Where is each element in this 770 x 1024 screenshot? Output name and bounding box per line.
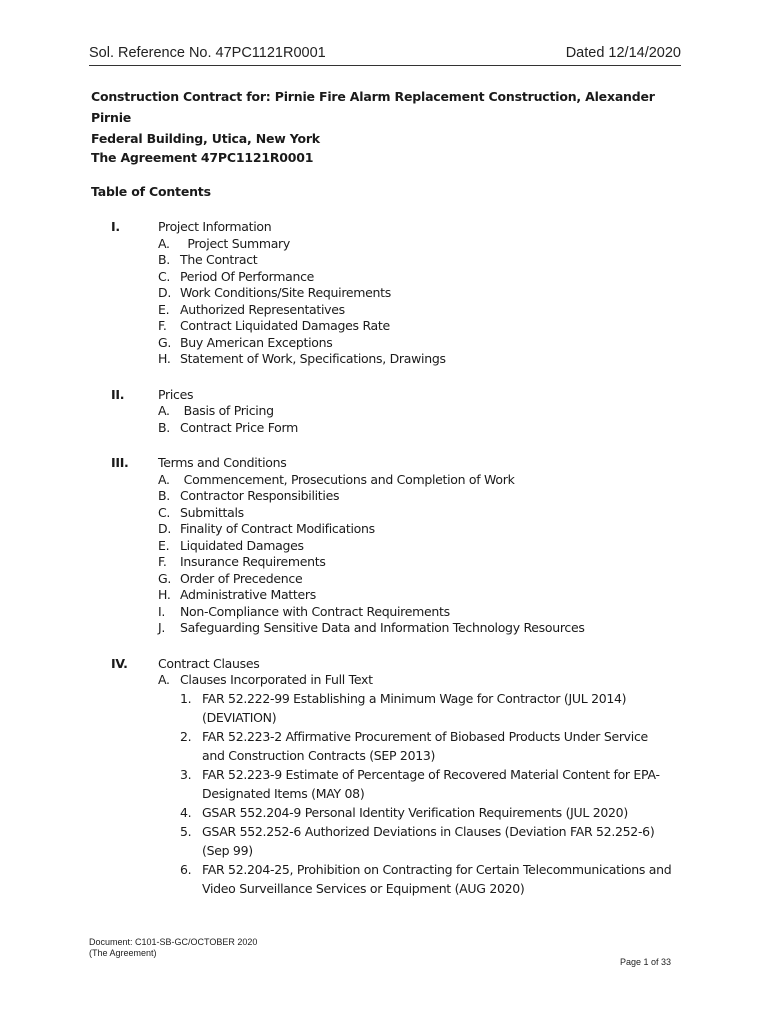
item-text: Authorized Representatives xyxy=(180,301,345,317)
item-letter: A. xyxy=(158,672,170,687)
clause-text: FAR 52.223-9 Estimate of Percentage of Recovered Material Content for EPA-Designated Items (MAY 08) xyxy=(202,766,660,801)
toc-section-1 xyxy=(91,219,691,368)
item-letter: J. xyxy=(158,620,166,635)
item-letter: A. xyxy=(158,471,170,487)
clause-item xyxy=(180,689,691,727)
footer-document xyxy=(89,937,257,959)
clause-number: 1. xyxy=(180,690,192,706)
toc-item xyxy=(158,488,691,505)
toc-item xyxy=(158,571,691,588)
item-text: Basis of Pricing xyxy=(180,403,274,418)
item-text: Work Conditions/Site Requirements xyxy=(180,285,391,300)
item-letter: G. xyxy=(158,570,172,586)
agreement-heading: The Agreement 47PC1121R0001 xyxy=(91,150,314,165)
item-text: Insurance Requirements xyxy=(180,554,326,569)
clause-number: 5. xyxy=(180,823,192,839)
item-text: Non-Compliance with Contract Requirements xyxy=(180,603,450,619)
sol-reference: Sol. Reference No. 47PC1121R0001 xyxy=(89,45,326,61)
clause-item xyxy=(180,822,691,860)
section-title: Contract Clauses xyxy=(158,655,260,671)
document-body xyxy=(91,86,691,898)
title-line-1: Construction Contract for: Pirnie Fire Alarm Replacement Construction, Alexander Pirnie xyxy=(91,89,655,125)
toc-item xyxy=(158,302,691,319)
item-letter: E. xyxy=(158,301,170,317)
item-letter: C. xyxy=(158,504,171,520)
title-line-2: Federal Building, Utica, New York xyxy=(91,131,320,146)
toc-item xyxy=(158,472,691,489)
toc-title: Table of Contents xyxy=(91,184,211,199)
item-letter: F. xyxy=(158,554,167,569)
section-title: Terms and Conditions xyxy=(158,455,287,470)
toc-item xyxy=(158,335,691,352)
toc-item xyxy=(158,252,691,269)
toc-item xyxy=(158,403,691,420)
clause-item xyxy=(180,860,691,898)
toc-item xyxy=(158,672,691,689)
item-text: Administrative Matters xyxy=(180,587,316,602)
toc-item xyxy=(158,554,691,571)
clause-number: 3. xyxy=(180,766,192,782)
footer-document-subtitle: (The Agreement) xyxy=(89,948,157,958)
section-title: Project Information xyxy=(158,219,272,234)
item-text: Statement of Work, Specifications, Drawings xyxy=(180,351,446,366)
item-letter: A. xyxy=(158,403,170,418)
toc-item xyxy=(158,269,691,286)
item-text: Liquidated Damages xyxy=(180,537,304,553)
item-letter: A. xyxy=(158,235,170,251)
clause-text: FAR 52.204-25, Prohibition on Contracting for Certain Telecommunications and Video Surveillance Services or Equipment (AUG 2020) xyxy=(202,861,672,896)
clause-text: GSAR 552.204-9 Personal Identity Verification Requirements (JUL 2020) xyxy=(202,804,628,820)
item-letter: B. xyxy=(158,419,170,435)
clause-list xyxy=(158,689,691,898)
item-text: Order of Precedence xyxy=(180,570,303,586)
clause-number: 6. xyxy=(180,861,192,877)
item-text: Commencement, Prosecutions and Completion of Work xyxy=(180,471,515,487)
toc-item xyxy=(158,420,691,437)
dated: Dated 12/14/2020 xyxy=(565,45,681,61)
item-text: Buy American Exceptions xyxy=(180,334,333,350)
clause-text: FAR 52.222-99 Establishing a Minimum Wage for Contractor (JUL 2014) (DEVIATION) xyxy=(202,690,627,725)
toc-sections xyxy=(91,219,691,637)
item-text: Finality of Contract Modifications xyxy=(180,521,375,536)
item-text: Contractor Responsibilities xyxy=(180,488,340,503)
toc-item xyxy=(158,318,691,335)
item-letter: B. xyxy=(158,252,170,267)
item-letter: H. xyxy=(158,351,171,366)
toc-item xyxy=(158,285,691,302)
clause-text: FAR 52.223-2 Affirmative Procurement of Biobased Products Under Service and Construction Contracts (SEP 2013) xyxy=(202,728,648,763)
section-number: II. xyxy=(111,386,125,402)
clause-number: 4. xyxy=(180,804,192,820)
toc-item xyxy=(158,505,691,522)
item-text: Submittals xyxy=(180,504,244,520)
item-letter: G. xyxy=(158,334,172,350)
section-number: IV. xyxy=(111,655,128,671)
item-letter: H. xyxy=(158,587,171,602)
item-text: Contract Liquidated Damages Rate xyxy=(180,318,390,333)
toc-item xyxy=(158,587,691,604)
section-number: III. xyxy=(111,455,129,470)
toc-section-2 xyxy=(91,387,691,437)
clause-item xyxy=(180,765,691,803)
section-title: Prices xyxy=(158,386,194,402)
toc-item xyxy=(158,620,691,637)
clause-text: GSAR 552.252-6 Authorized Deviations in Clauses (Deviation FAR 52.252-6) (Sep 99) xyxy=(202,823,655,858)
clause-item xyxy=(180,803,691,822)
page-number: Page 1 of 33 xyxy=(620,957,672,967)
item-text: Clauses Incorporated in Full Text xyxy=(180,672,373,687)
item-letter: F. xyxy=(158,318,167,333)
toc-item xyxy=(158,236,691,253)
section-number: I. xyxy=(111,219,120,234)
item-letter: D. xyxy=(158,521,171,536)
item-text: Period Of Performance xyxy=(180,268,315,284)
footer-document-id: Document: C101-SB-GC/OCTOBER 2020 xyxy=(89,937,258,947)
item-text: Project Summary xyxy=(180,235,290,251)
item-letter: E. xyxy=(158,537,170,553)
toc-section-3 xyxy=(91,455,691,637)
toc-item xyxy=(158,521,691,538)
clause-item xyxy=(180,727,691,765)
clause-number: 2. xyxy=(180,728,192,744)
item-text: The Contract xyxy=(180,252,258,267)
item-letter: B. xyxy=(158,488,170,503)
toc-item xyxy=(158,538,691,555)
item-letter: C. xyxy=(158,268,171,284)
item-text: Safeguarding Sensitive Data and Information Technology Resources xyxy=(180,620,585,635)
contract-title xyxy=(91,86,691,149)
toc-section-4 xyxy=(91,656,691,898)
page-header xyxy=(89,45,681,66)
item-letter: I. xyxy=(158,603,166,619)
toc-item xyxy=(158,351,691,368)
item-text: Contract Price Form xyxy=(180,419,299,435)
toc-item xyxy=(158,604,691,621)
item-letter: D. xyxy=(158,285,171,300)
